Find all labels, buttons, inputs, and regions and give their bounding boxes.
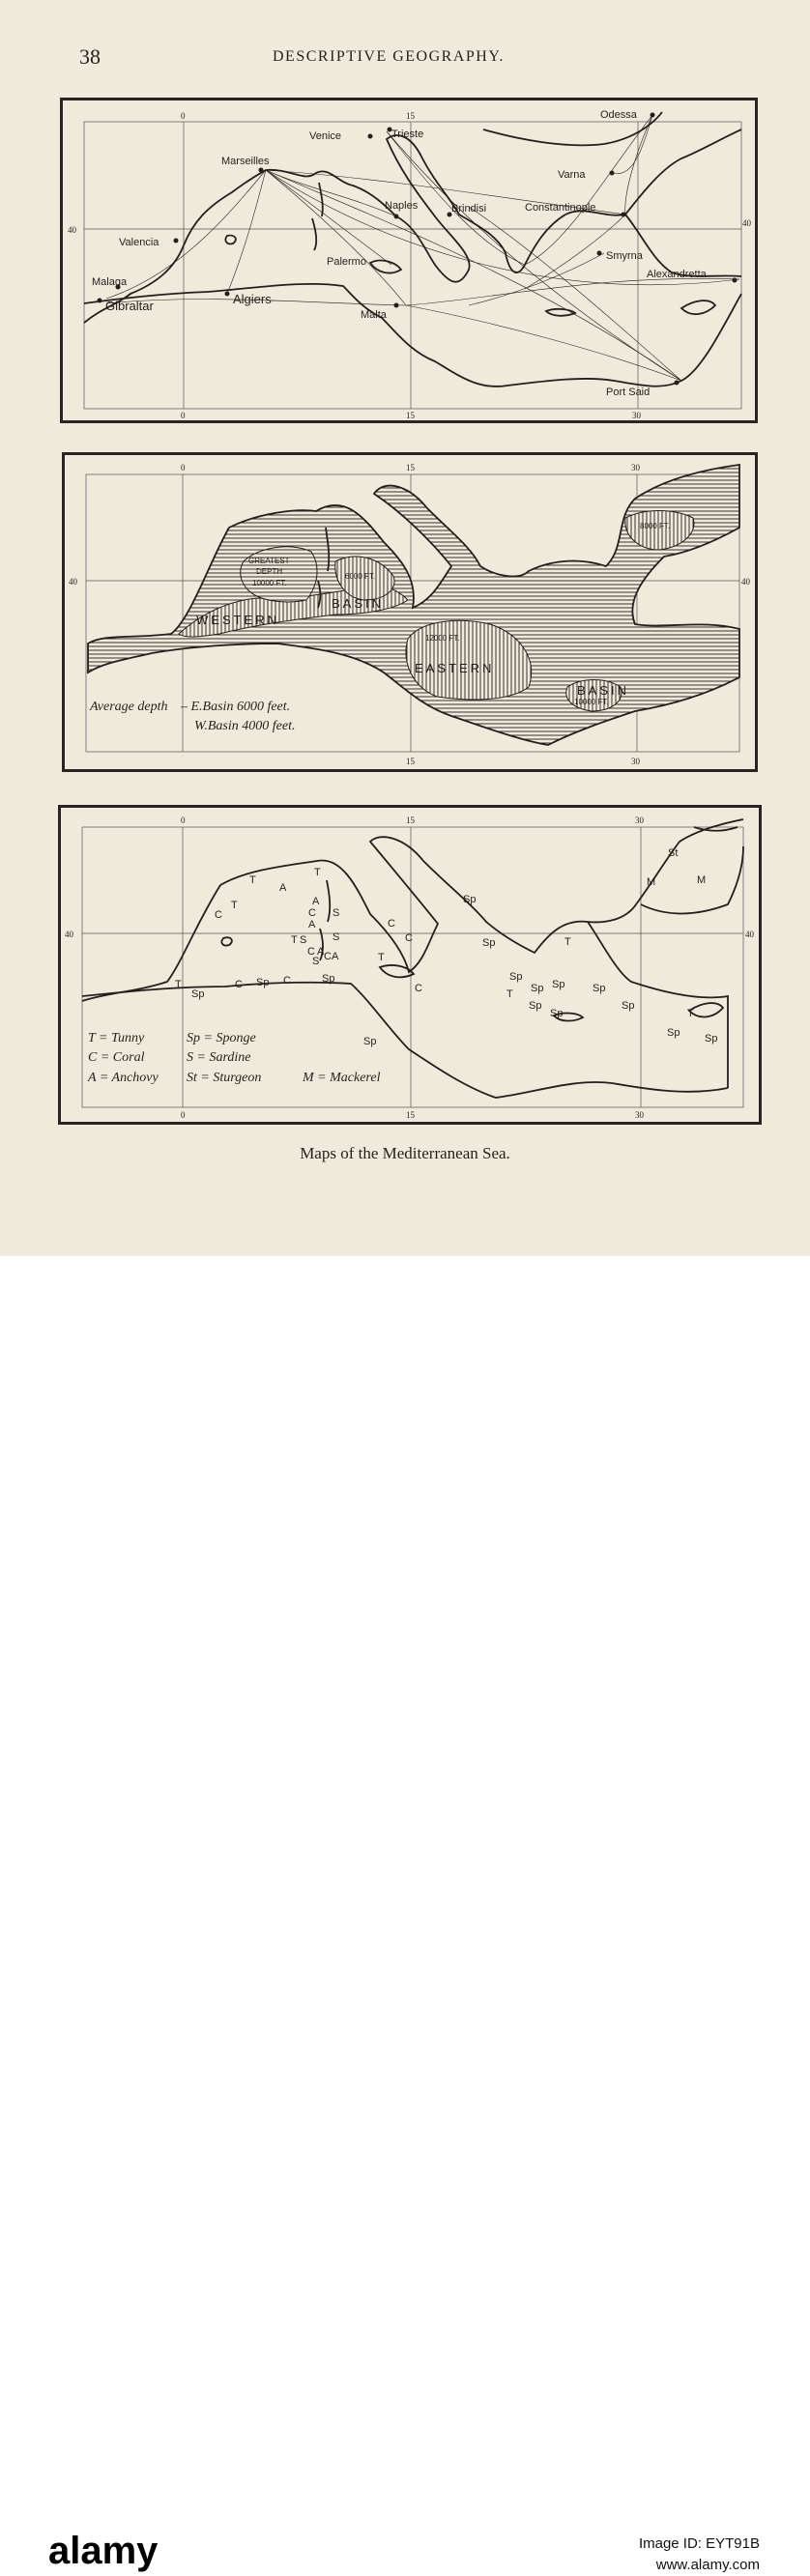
legend-mackerel: M = Mackerel: [303, 1071, 381, 1085]
port-alexandretta: Alexandretta: [647, 269, 707, 280]
mark-sponge: Sp: [482, 937, 496, 949]
mark-coral: C: [405, 932, 413, 944]
mark-anchovy: A: [308, 919, 316, 930]
mark-mackerel: M: [697, 874, 707, 886]
legend-anchovy: A = Anchovy: [88, 1071, 159, 1085]
stock-footer: [0, 1256, 810, 2573]
mark-anchovy: A: [317, 946, 325, 958]
port-smyrna: Smyrna: [606, 250, 643, 262]
map3-tick-30-bottom: 30: [635, 1110, 644, 1120]
port-odessa: Odessa: [600, 109, 637, 121]
map3-fish-marks: [175, 847, 717, 1047]
alamy-logo: alamy: [48, 2530, 159, 2572]
mark-sponge: Sp: [322, 973, 335, 985]
map1-shipping-routes: [106, 115, 739, 381]
map2-tick-30-top: 30: [631, 463, 640, 472]
mark-sponge: T: [687, 1008, 694, 1019]
legend-sturgeon: St = Sturgeon: [187, 1071, 262, 1085]
basin-eastern: EASTERN: [415, 661, 495, 675]
mark-tunny: T: [506, 988, 513, 1000]
image-id: Image ID: EYT91B: [638, 2535, 760, 2552]
mark-coral: C: [324, 951, 332, 962]
book-page: [0, 0, 810, 1256]
depth-6000: 6000 FT.: [345, 572, 376, 581]
map1-port-labels: [92, 109, 708, 398]
mark-coral: C: [283, 975, 291, 987]
average-depth-east: – E.Basin 6000 feet.: [181, 700, 291, 714]
mark-tunny: T: [314, 867, 321, 878]
mark-anchovy: A: [279, 882, 287, 894]
map3-tick-40-right: 40: [745, 930, 754, 939]
depth-12000: 12000 FT.: [425, 634, 460, 643]
mark-coral: C: [388, 918, 395, 930]
map3-tick-40-left: 40: [65, 930, 73, 939]
port-valencia: Valencia: [119, 237, 159, 248]
mark-sponge: Sp: [552, 979, 565, 990]
mark-sponge: Sp: [550, 1008, 564, 1019]
greatest-label: GREATEST: [248, 557, 290, 565]
map3-tick-15-top: 15: [406, 816, 415, 825]
port-constantinople: Constantinople: [525, 202, 596, 214]
port-said: Port Said: [606, 386, 651, 398]
port-marseilles: Marseilles: [221, 156, 270, 167]
map2-average-depth-note: [89, 700, 295, 733]
mark-mackerel: M: [647, 876, 656, 888]
mark-coral: C: [415, 983, 422, 994]
mark-sponge: Sp: [256, 977, 270, 988]
map3-tick-15-bottom: 15: [406, 1110, 415, 1120]
depth-10000-east: 10000 FT.: [574, 698, 609, 706]
port-trieste: Trieste: [391, 129, 424, 140]
map-trade-routes: [60, 98, 758, 423]
map1-port-dots: [98, 113, 738, 386]
mark-sponge: Sp: [529, 1000, 542, 1012]
map1-tick-30-bottom: 30: [632, 411, 641, 420]
footer-info: [639, 2533, 760, 2576]
mark-sardine: S: [312, 956, 320, 967]
mark-sardine: S: [333, 931, 340, 943]
mark-sponge: Sp: [191, 988, 205, 1000]
mark-tunny: T: [231, 900, 238, 911]
port-varna: Varna: [558, 169, 586, 181]
map1-coastline: [84, 112, 741, 386]
page-number: 38: [79, 44, 101, 69]
map1-grid: [84, 122, 741, 409]
mark-sponge: Sp: [531, 983, 544, 994]
port-brindisi: Brindisi: [451, 203, 487, 215]
port-malta: Malta: [361, 309, 387, 321]
map-fisheries: [58, 805, 762, 1125]
mark-tunny: Sp: [667, 1027, 680, 1039]
port-gibraltar: Gibraltar: [105, 299, 154, 313]
map3-grid: [82, 827, 743, 1107]
map3-coastline: [82, 819, 743, 1098]
legend-sponge: Sp = Sponge: [187, 1031, 256, 1045]
map2-tick-15-top: 15: [406, 463, 415, 472]
mark-tunny: T: [378, 952, 385, 963]
map3-tick-0-bottom: 0: [181, 1110, 186, 1120]
average-depth-west: W.Basin 4000 feet.: [194, 719, 296, 733]
mark-sponge: Sp: [463, 894, 477, 905]
port-venice: Venice: [309, 130, 342, 142]
map2-tick-40-left: 40: [69, 577, 77, 587]
map3-legend: [87, 1031, 381, 1085]
average-depth-label: Average depth: [90, 700, 168, 714]
mark-tunny: T: [175, 979, 182, 990]
map-depths: [62, 452, 758, 772]
map1-tick-15-top: 15: [406, 111, 415, 121]
mark-sponge: Sp: [705, 1033, 718, 1045]
mark-tunny: T: [249, 874, 256, 886]
map1-tick-0-top: 0: [181, 111, 186, 121]
map2-tick-30-bottom: 30: [631, 757, 640, 766]
port-naples: Naples: [385, 200, 419, 212]
mark-sponge: Sp: [509, 971, 523, 983]
map1-tick-40-right: 40: [742, 218, 751, 228]
map1-tick-40-left: 40: [68, 225, 76, 235]
basin-eastern-basin: BASIN: [577, 683, 630, 698]
map1-tick-0-bottom: 0: [181, 411, 186, 420]
basin-western: WESTERN: [196, 613, 279, 627]
mark-coral: C: [307, 946, 315, 958]
depth-label: DEPTH: [256, 567, 283, 576]
map1-tick-15-bottom: 15: [406, 411, 415, 420]
mark-sponge: Sp: [363, 1036, 377, 1047]
depth-10000-west: 10000 FT.: [252, 579, 287, 587]
mark-sardine: S: [300, 934, 307, 946]
map2-tick-40-right: 40: [741, 577, 750, 587]
mark-sponge: Sp: [593, 983, 606, 994]
mark-tunny: T: [291, 934, 298, 946]
mark-sturgeon: St: [668, 847, 679, 859]
legend-sardine: S = Sardine: [187, 1050, 251, 1065]
site-url: www.alamy.com: [655, 2557, 760, 2573]
mark-coral: C: [235, 979, 243, 990]
depth-8000: 8000 FT.: [640, 522, 671, 530]
mark-coral: C: [215, 909, 222, 921]
mark-anchovy: A: [312, 896, 320, 907]
mark-coral: C: [308, 907, 316, 919]
mark-sponge: Sp: [622, 1000, 635, 1012]
basin-western-basin: BASIN: [332, 596, 385, 611]
port-palermo: Palermo: [327, 256, 366, 268]
map3-tick-0-top: 0: [181, 816, 186, 825]
legend-coral: C = Coral: [88, 1050, 145, 1065]
legend-tunny: T = Tunny: [88, 1031, 145, 1045]
mark-sardine: S: [333, 907, 340, 919]
map2-tick-15-bottom: 15: [406, 757, 415, 766]
running-title: DESCRIPTIVE GEOGRAPHY.: [273, 48, 505, 65]
map3-tick-30-top: 30: [635, 816, 644, 825]
mark-anchovy: A: [332, 951, 339, 962]
mark-tunny: T: [564, 936, 571, 948]
figure-caption: Maps of the Mediterranean Sea.: [300, 1144, 510, 1162]
port-algiers: Algiers: [233, 292, 272, 306]
map2-tick-0-top: 0: [181, 463, 186, 472]
port-malaga: Malaga: [92, 276, 128, 288]
